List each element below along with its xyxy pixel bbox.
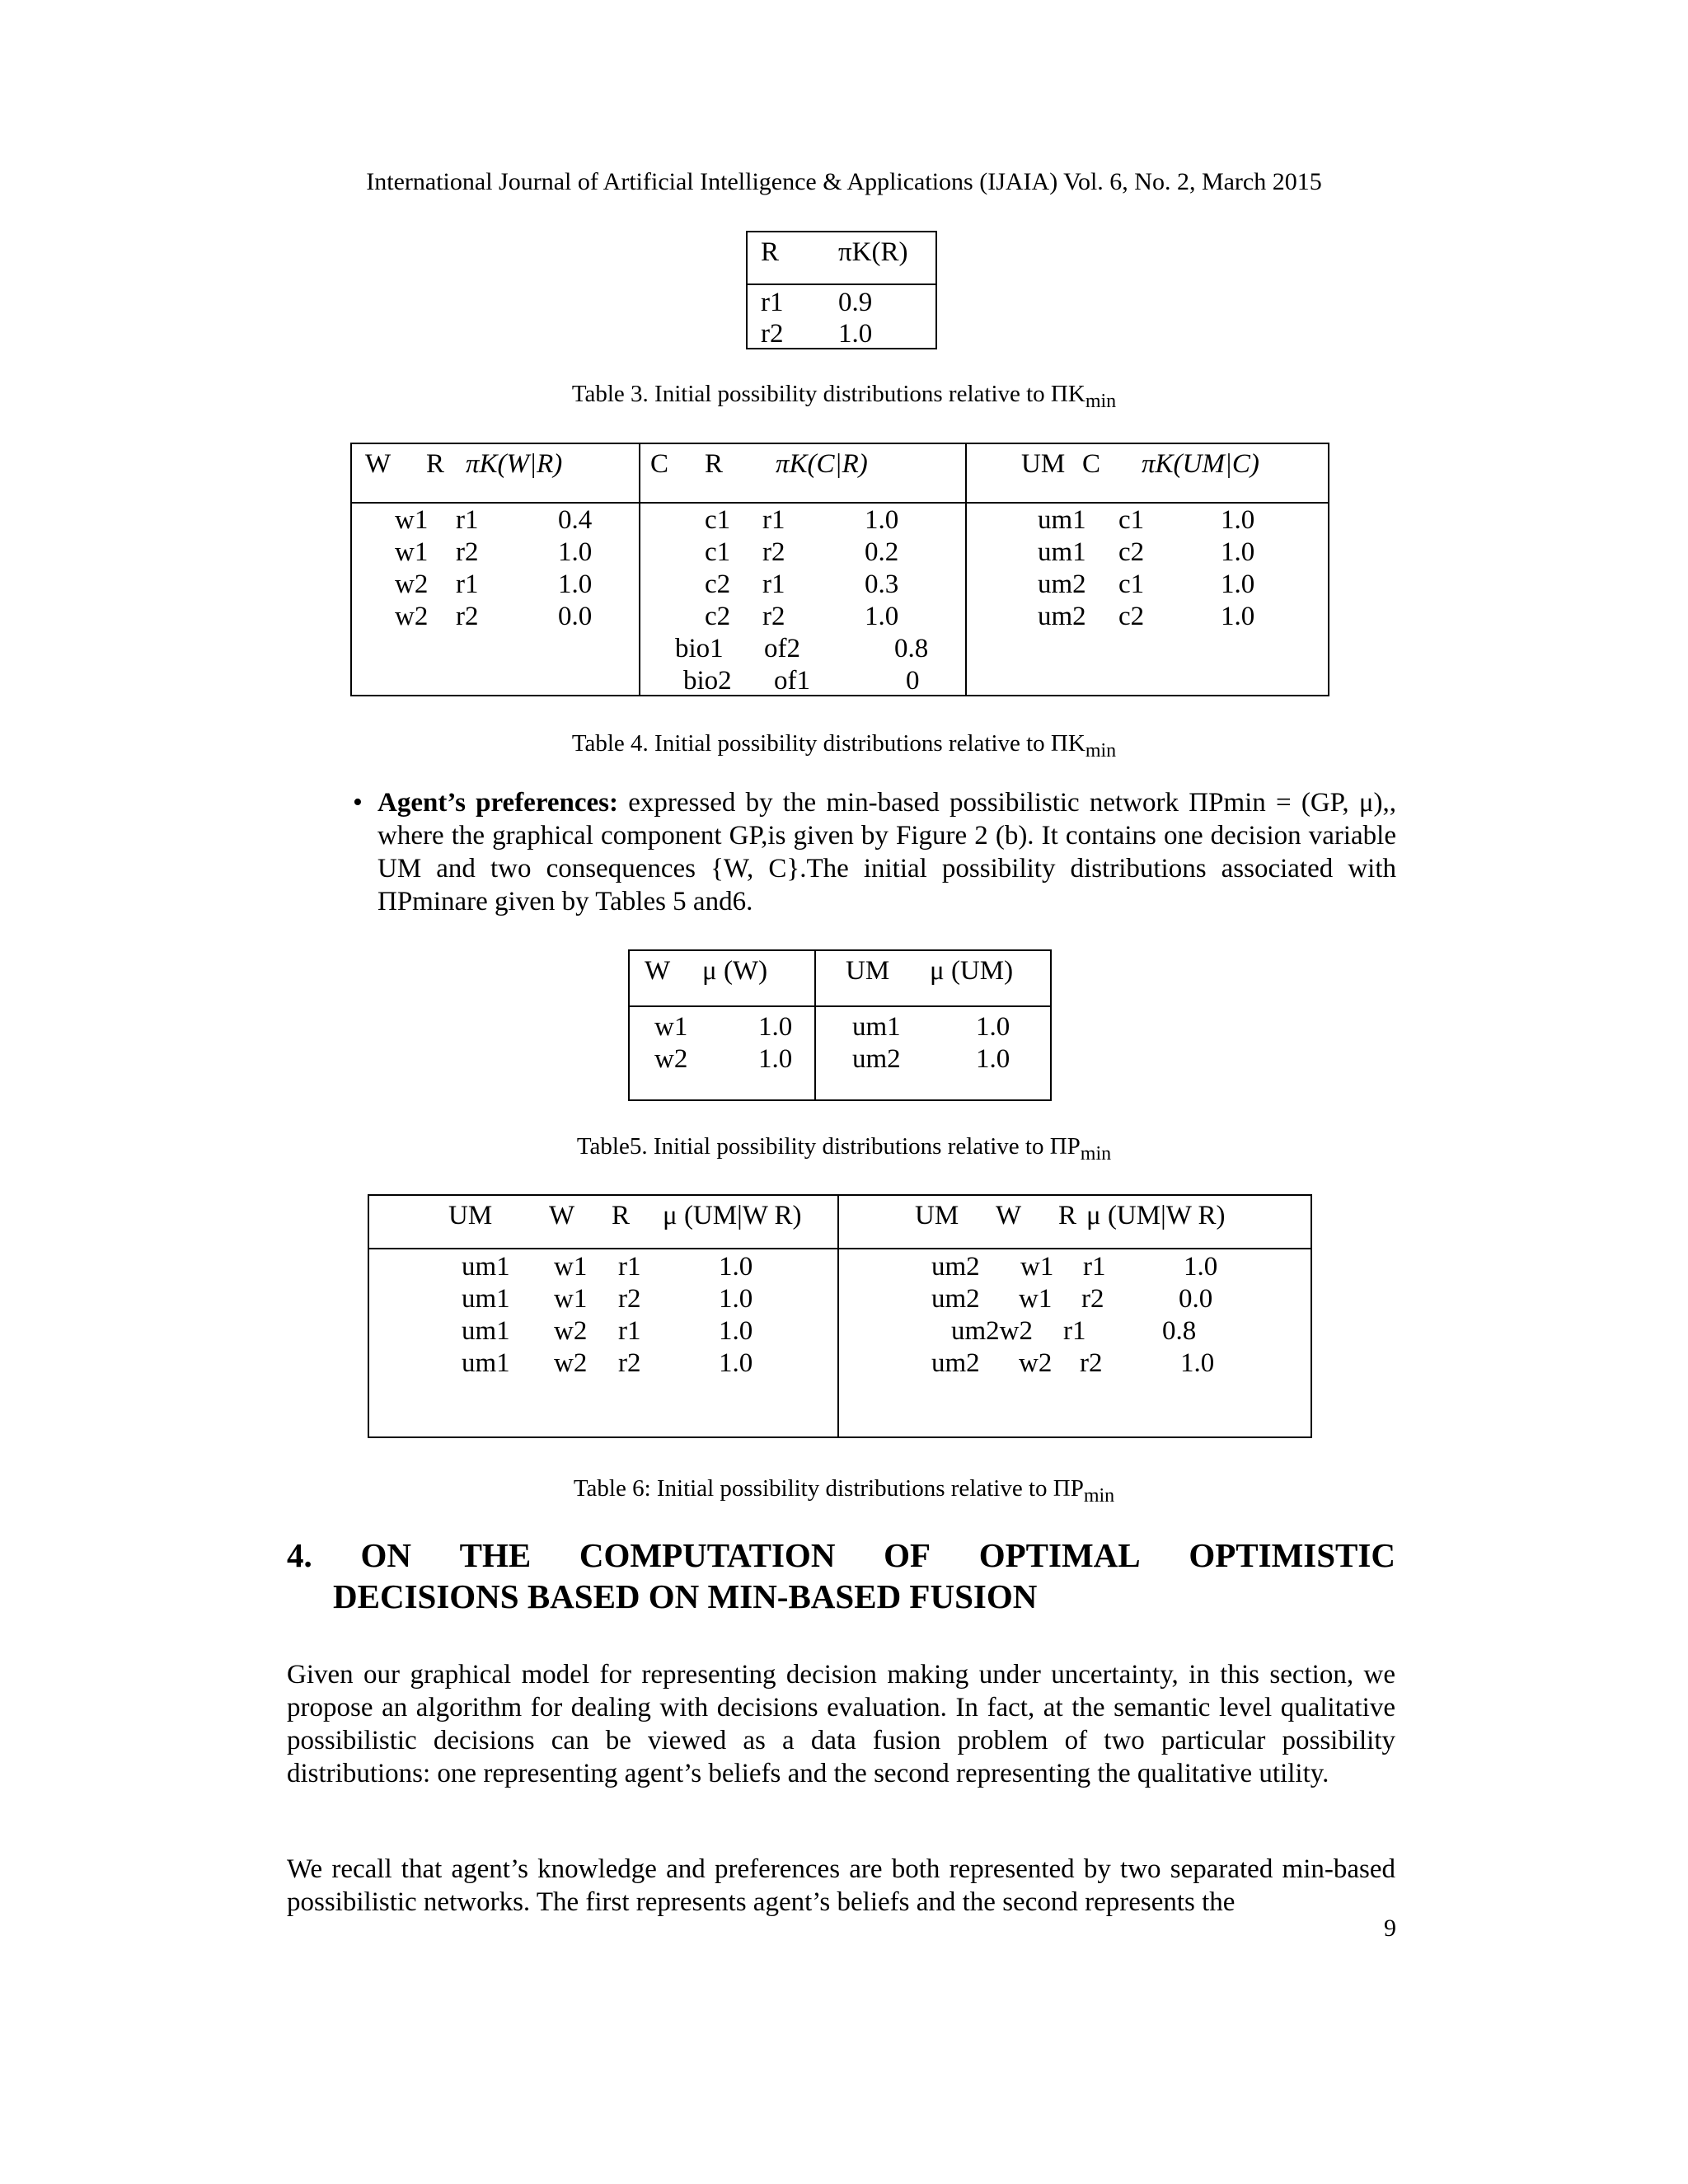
page-number: 9 — [1384, 1915, 1396, 1942]
section-heading — [287, 1535, 1395, 1617]
running-header: International Journal of Artificial Intelligence & Applications (IJAIA) Vol. 6, No. 2, March 2015 — [366, 168, 1322, 195]
table-6-cell: um2 — [931, 1348, 980, 1378]
table-5-header: W — [645, 956, 671, 986]
table-5-header: μ (UM) — [930, 956, 1014, 986]
table-6-cell: um2w2 — [951, 1316, 1033, 1346]
table-4-cell: 1.0 — [1221, 569, 1255, 599]
table-4-cell: c1 — [705, 505, 731, 535]
table-4-cell: c1 — [1118, 505, 1145, 535]
table-4-cell: r2 — [456, 602, 479, 631]
table-6-cell: um2 — [931, 1284, 980, 1314]
heading-word: THE — [459, 1536, 532, 1574]
table-4-header: R — [705, 449, 724, 479]
table-5-cell: 1.0 — [758, 1012, 793, 1042]
table-4-cell: c2 — [705, 602, 731, 631]
table-4-cell: w2 — [395, 569, 429, 599]
table-4 — [350, 443, 1329, 696]
table-4-cell: 1.0 — [1221, 505, 1255, 535]
bullet-marker: • — [353, 787, 363, 818]
table-6-cell: 1.0 — [719, 1316, 753, 1346]
table-3 — [746, 231, 937, 349]
table-6-header: W — [549, 1201, 575, 1230]
table-4-cell: w1 — [395, 537, 429, 567]
table-4-cell: 1.0 — [1221, 602, 1255, 631]
table-6-caption: Table 6: Initial possibility distributions relative to $\Pi P_{min}$ — [573, 1475, 1115, 1507]
table-5-header: μ (W) — [702, 956, 768, 986]
table-6-header: R — [1058, 1201, 1077, 1230]
table-4-cell: um1 — [1038, 505, 1086, 535]
heading-word: OPTIMAL — [978, 1536, 1141, 1574]
table-4-caption: Table 4. Initial possibility distributions relative to $\Pi K_{min}$ — [571, 730, 1117, 762]
preferences-paragraph — [377, 786, 1396, 918]
table-6-cell: w2 — [554, 1316, 588, 1346]
table-6-cell: um1 — [462, 1284, 510, 1314]
table-4-header: C — [650, 449, 669, 479]
table-4-header: UM — [1021, 449, 1066, 479]
table-3-cell: 0.9 — [838, 288, 873, 317]
table-6-cell: um1 — [462, 1252, 510, 1282]
heading-word: COMPUTATION — [579, 1536, 836, 1574]
table-3-cell: 1.0 — [838, 319, 873, 349]
table-6-cell: um2 — [931, 1252, 980, 1282]
table-4-cell: c2 — [705, 569, 731, 599]
table-4-cell: um1 — [1038, 537, 1086, 567]
table-4-cell: 0 — [906, 666, 920, 696]
table-4-cell: 1.0 — [865, 505, 899, 535]
table-4-cell: r1 — [456, 505, 479, 535]
table-4-cell: 1.0 — [865, 602, 899, 631]
table-5-cell: w1 — [654, 1012, 688, 1042]
table-5 — [628, 949, 1052, 1101]
table-5-cell: 1.0 — [758, 1044, 793, 1074]
table-6-cell: r2 — [1081, 1284, 1104, 1314]
table-4-cell: r2 — [456, 537, 479, 567]
table-4-cell: 0.3 — [865, 569, 899, 599]
table-4-cell: bio1 — [675, 634, 724, 663]
table-4-cell: 1.0 — [558, 537, 593, 567]
table-6-cell: w1 — [1019, 1284, 1053, 1314]
table-6-cell: w2 — [1019, 1348, 1053, 1378]
heading-word: 4. — [287, 1536, 312, 1574]
table-4-cell: 0.2 — [865, 537, 899, 567]
table-6-header: R — [612, 1201, 631, 1230]
heading-word: OF — [884, 1536, 931, 1574]
table-3-caption: Table 3. Initial possibility distributions relative to $\Pi K_{min}$ — [571, 381, 1117, 412]
table-6-cell: um1 — [462, 1348, 510, 1378]
table-4-header: W — [365, 449, 392, 479]
table-4-cell: c2 — [1118, 537, 1145, 567]
table-6-cell: r1 — [1083, 1252, 1106, 1282]
body-paragraph-1: Given our graphical model for representing decision making under uncertainty, in this section, we propose an algorithm for dealing with decisions evaluation. In fact, at the semantic level qualitative possibilistic decisions can be viewed as a data fusion problem of two particular possibility distributions: one representing agent’s beliefs and the second representing the qualitative utility. — [287, 1660, 1395, 1788]
table-5-cell: um1 — [852, 1012, 901, 1042]
table-4-cell: w2 — [395, 602, 429, 631]
table-6-cell: 0.0 — [1179, 1284, 1213, 1314]
table-5-cell: 1.0 — [976, 1012, 1010, 1042]
table-3-cell: r2 — [761, 319, 784, 349]
table-3-header-pi: πK(R) — [838, 237, 908, 267]
preferences-label: Agent’s preferences: — [377, 788, 619, 818]
table-5-cell: 1.0 — [976, 1044, 1010, 1074]
table-4-cell: 1.0 — [1221, 537, 1255, 567]
preferences-text: expressed by the min-based possibilistic network ΠPmin = (GP, μ),, where the graphical component GP,is given by Figure 2 (b). It contains one decision variable UM and two consequences {W, C}.The initial possibility distributions associated with ΠPminare given by Tables 5 and6. — [377, 788, 1396, 916]
table-6-cell: w2 — [554, 1348, 588, 1378]
table-4-header: πK(W|R) — [466, 449, 563, 479]
table-4-header: πK(C|R) — [776, 449, 868, 479]
table-4-cell: r2 — [762, 602, 785, 631]
table-6-cell: um1 — [462, 1316, 510, 1346]
table-4-cell: bio2 — [683, 666, 732, 696]
table-4-cell: c1 — [1118, 569, 1145, 599]
table-3-header-r: R — [761, 237, 780, 267]
table-4-cell: um2 — [1038, 602, 1086, 631]
table-6-cell: w1 — [1020, 1252, 1054, 1282]
table-6-cell: r1 — [618, 1316, 641, 1346]
table-6-cell: r1 — [618, 1252, 641, 1282]
table-3-cell: r1 — [761, 288, 784, 317]
table-4-cell: r2 — [762, 537, 785, 567]
table-4-cell: of1 — [774, 666, 810, 696]
heading-word: ON — [360, 1536, 411, 1574]
table-6-cell: w1 — [554, 1284, 588, 1314]
table-6-cell: 1.0 — [1184, 1252, 1218, 1282]
table-6-header: μ (UM|W R) — [1086, 1201, 1226, 1230]
table-6-cell: 1.0 — [719, 1252, 753, 1282]
table-6 — [368, 1194, 1312, 1438]
table-6-header: UM — [448, 1201, 493, 1230]
table-4-header: R — [426, 449, 445, 479]
heading-line-2: DECISIONS BASED ON MIN-BASED FUSION — [333, 1577, 1038, 1615]
table-6-cell: r2 — [618, 1348, 641, 1378]
table-4-cell: c2 — [1118, 602, 1145, 631]
table-5-cell: w2 — [654, 1044, 688, 1074]
table-4-cell: of2 — [764, 634, 800, 663]
table-6-cell: r1 — [1063, 1316, 1086, 1346]
body-paragraph-2: We recall that agent’s knowledge and preferences are both represented by two separated min-based possibilistic networks. The first represents agent’s beliefs and the second represents the — [287, 1854, 1395, 1917]
table-4-cell: 0.8 — [894, 634, 929, 663]
table-6-cell: 1.0 — [1180, 1348, 1215, 1378]
table-6-header: UM — [915, 1201, 959, 1230]
table-6-cell: w1 — [554, 1252, 588, 1282]
table-6-header: W — [996, 1201, 1022, 1230]
table-6-cell: 1.0 — [719, 1348, 753, 1378]
table-4-cell: um2 — [1038, 569, 1086, 599]
table-4-cell: r1 — [762, 569, 785, 599]
table-4-cell: r1 — [456, 569, 479, 599]
table-6-cell: r2 — [1080, 1348, 1103, 1378]
table-5-header: UM — [846, 956, 890, 986]
table-4-cell: w1 — [395, 505, 429, 535]
heading-word: OPTIMISTIC — [1189, 1536, 1395, 1574]
table-4-cell: c1 — [705, 537, 731, 567]
table-4-cell: 0.4 — [558, 505, 593, 535]
table-4-header: πK(UM|C) — [1142, 449, 1259, 479]
table-6-cell: r2 — [618, 1284, 641, 1314]
table-4-cell: 0.0 — [558, 602, 593, 631]
table-5-caption: Table5. Initial possibility distributions relative to $\Pi P_{min}$ — [576, 1133, 1112, 1165]
table-4-header: C — [1082, 449, 1101, 479]
table-6-header: μ (UM|W R) — [663, 1201, 802, 1230]
table-5-cell: um2 — [852, 1044, 901, 1074]
table-4-cell: r1 — [762, 505, 785, 535]
table-6-cell: 1.0 — [719, 1284, 753, 1314]
table-6-cell: 0.8 — [1162, 1316, 1197, 1346]
table-4-cell: 1.0 — [558, 569, 593, 599]
